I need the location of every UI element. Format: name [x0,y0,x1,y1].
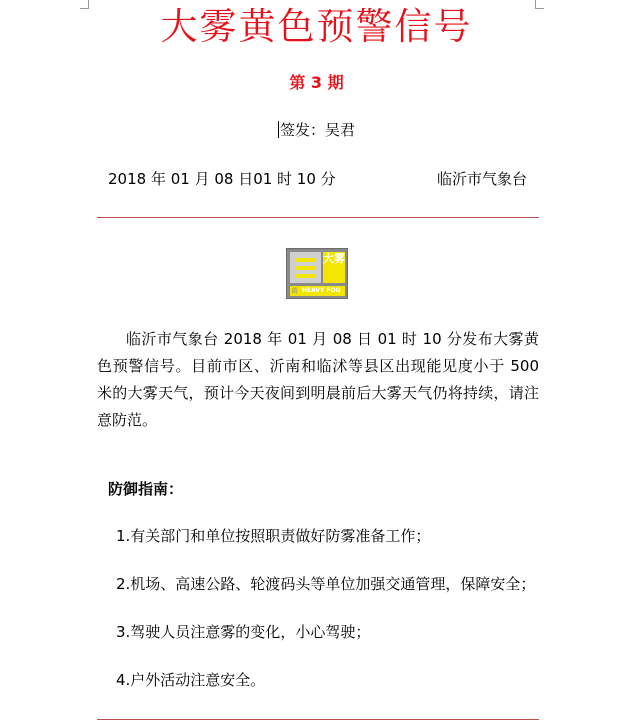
text-cursor [278,121,279,138]
warning-body-paragraph: 临沂市气象台 2018 年 01 月 08 日 01 时 10 分发布大雾黄色预警信号。目前市区、沂南和临沭等县区出现能见度小于 500 米的大雾天气，预计今天夜间到明晨前后大雾天气仍将持续，请注意防范。 [97,330,539,429]
issue-datetime: 2018 年 01 月 08 日01 时 10 分 [108,170,336,188]
guide-item: 2.机场、高速公路、轮渡码头等单位加强交通管理，保障安全； [116,575,536,593]
guide-item: 3.驾驶人员注意雾的变化，小心驾驶； [116,623,371,641]
signal-label-cn: 大雾 [323,252,345,283]
fog-lines-icon [290,252,321,283]
document-title: 大雾黄色预警信号 [160,5,473,48]
signer-text: 签发：吴君 [279,121,355,139]
signal-label-en: HEAVY FOG [302,287,341,294]
heavy-fog-yellow-signal-icon [286,248,348,299]
guide-item: 4.户外活动注意安全。 [116,671,266,689]
signal-bottom-strip [290,286,345,296]
header-divider [97,217,539,218]
issuer-name: 临沂市气象台 [437,170,528,188]
footer-divider [97,719,539,720]
issue-number: 第 3 期 [289,73,344,92]
guide-heading: 防御指南： [108,480,184,498]
signal-level-cn: 黄 [291,287,298,295]
guide-item: 1.有关部门和单位按照职责做好防雾准备工作； [116,527,431,545]
signer-line [0,119,633,141]
